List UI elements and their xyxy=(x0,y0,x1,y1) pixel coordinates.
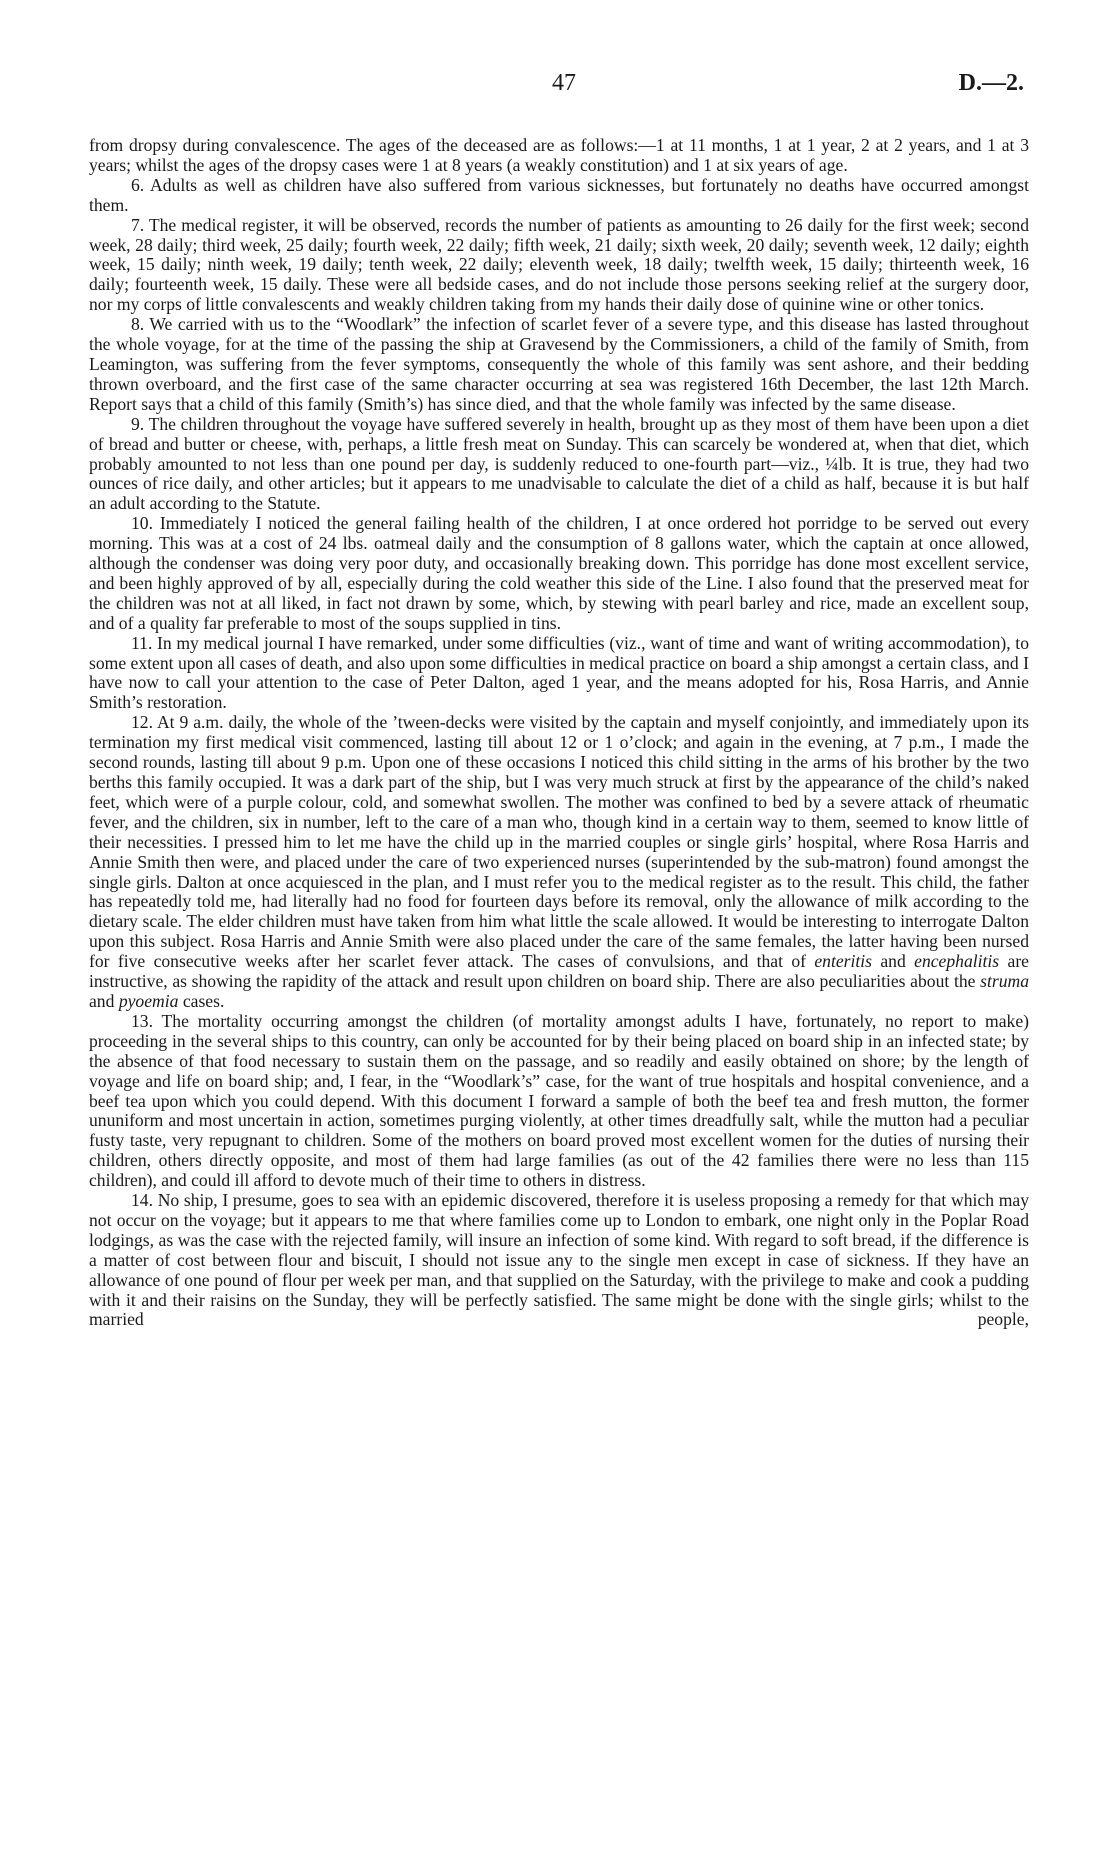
paragraph-12-text-e: cases. xyxy=(182,990,225,1011)
paragraph-14: 14. No ship, I presume, goes to sea with an epidemic discovered, therefore it is useless proposing a remedy for that which may not occur on the voyage; but it appears to me that where families come up to London to embark, one night only in the Poplar Road lodgings, as was the case with the rejected family, will insure an infection of some kind. With regard to soft bread, if the difference is a matter of cost between flour and biscuit, I should not issue any to the single men except in case of sickness. If they have an allowance of one pound of flour per week per man, and that supplied on the Saturday, with the privilege to make and cook a pudding with it and their raisins on the Sunday, they will be perfectly satisfied. The same might be done with the single girls; whilst to the married people, xyxy=(89,1190,1029,1330)
paragraph-10: 10. Immediately I noticed the general failing health of the children, I at once ordered hot porridge to be served out every morning. This was at a cost of 24 lbs. oatmeal daily and the consumption of 8 gallons water, which the captain at once allowed, although the condenser was doing very poor duty, and occasionally breaking down. This porridge has done most excellent service, and been highly approved of by all, especially during the cold weather this side of the Line. I also found that the preserved meat for the children was not at all liked, in fact not drawn by some, which, by stewing with pearl barley and rice, made an excellent soup, and of a quality far preferable to most of the soups supplied in tins. xyxy=(89,513,1029,633)
paragraph-13: 13. The mortality occurring amongst the children (of mortality amongst adults I have, fortunately, no report to make) proceeding in the several ships to this country, can only be accounted for by their being placed on board ship in an infected state; by the absence of that food necessary to sustain them on the passage, and so readily and easily obtained on shore; by the length of voyage and life on board ship; and, I fear, in the “Woodlark’s” case, for the want of true hospitals and hospital convenience, and a beef tea upon which you could depend. With this document I forward a sample of both the beef tea and fresh mutton, the former ununiform and most uncertain in action, sometimes purging violently, at other times dreadfully salt, while the mutton had a peculiar fusty taste, very repugnant to children. Some of the mothers on board proved most excellent women for the duties of nursing their children, others directly opposite, and most of them had large families (as out of the 42 families there were no less than 115 children), and could ill afford to devote much of their time to others in distress. xyxy=(89,1010,1029,1191)
paragraph-continuation: from dropsy during convalescence. The ages of the deceased are as follows:—1 at 11 months, 1 at 1 year, 2 at 2 years, and 1 at 3 years; whilst the ages of the dropsy cases were 1 at 8 years (a weakly constitution) and 1 at six years of age. xyxy=(89,135,1029,175)
paragraph-12-text-d: and xyxy=(89,990,115,1011)
paragraph-6: 6. Adults as well as children have also suffered from various sicknesses, but fortunately no deaths have occurred amongst them. xyxy=(89,174,1029,215)
term-enteritis: enteritis xyxy=(814,951,873,972)
document-reference: D.—2. xyxy=(958,70,1024,96)
paragraph-8: 8. We carried with us to the “Woodlark” the infection of scarlet fever of a severe type, and this disease has lasted throughout the whole voyage, for at the time of the passing the ship at Gravesend by the Commissioners, a child of the family of Smith, from Leamington, was suffering from the fever symptoms, consequently the whole of this family was sent ashore, and their bedding thrown overboard, and the first case of the same character occurring at sea was registered 16th December, the last 12th March. Report says that a child of this family (Smith’s) has since died, and that the whole family was infected by the same disease. xyxy=(89,314,1029,414)
paragraph-11: 11. In my medical journal I have remarked, under some difficulties (viz., want of time and want of writing accommodation), to some extent upon all cases of death, and also upon some difficulties in medical practice on board a ship amongst a certain class, and I have now to call your attention to the case of Peter Dalton, aged 1 year, and the means adopted for his, Rosa Harris, and Annie Smith’s restoration. xyxy=(89,632,1029,713)
body-text xyxy=(89,136,1029,1330)
page-number: 47 xyxy=(552,70,576,96)
term-struma: struma xyxy=(980,971,1029,992)
paragraph-12-text-c: are instructive, as showing the rapidity of the attack and result upon children on board ship. There are also peculiarities about the xyxy=(89,951,1029,992)
paragraph-12 xyxy=(89,713,1029,1012)
paragraph-12-text-b: and xyxy=(880,951,906,972)
paragraph-9: 9. The children throughout the voyage have suffered severely in health, brought up as they most of them have been upon a diet of bread and butter or cheese, with, perhaps, a little fresh meat on Sunday. This can scarcely be wondered at, when that diet, which probably amounted to not less than one pound per day, is suddenly reduced to one-fourth part—viz., ¼lb. It is true, they had two ounces of rice daily, and other articles; but it appears to me unadvisable to calculate the diet of a child as half, because it is but half an adult according to the Statute. xyxy=(89,413,1029,514)
paragraph-7: 7. The medical register, it will be observed, records the number of patients as amounting to 26 daily for the first week; second week, 28 daily; third week, 25 daily; fourth week, 22 daily; fifth week, 21 daily; sixth week, 20 daily; seventh week, 12 daily; eighth week, 15 daily; ninth week, 19 daily; tenth week, 22 daily; eleventh week, 18 daily; twelfth week, 15 daily; thirteenth week, 16 daily; fourteenth week, 15 daily. These were all bedside cases, and do not include those persons seeking relief at the surgery door, nor my corps of little convalescents and weakly children taking from my hands their daily dose of quinine wine or other tonics. xyxy=(89,214,1029,315)
paragraph-12-text-a: 12. At 9 a.m. daily, the whole of the ’tween-decks were visited by the captain and myself conjointly, and immediately upon its termination my first medical visit commenced, lasting till about 12 or 1 o’clock; and again in the evening, at 7 p.m., I made the second rounds, lasting till about 9 p.m. Upon one of these occasions I noticed this child sitting in the arms of his brother by the two berths this family occupied. It was a dark part of the ship, but I was very much struck at first by the appearance of the child’s naked feet, which were of a purple colour, cold, and somewhat swollen. The mother was confined to bed by a severe attack of rheumatic fever, and the children, six in number, left to the care of a man who, though kind in a certain way to them, seemed to know little of their necessities. I pressed him to let me have the child up in the married couples or single girls’ hospital, where Rosa Harris and Annie Smith then were, and placed under the care of two experienced nurses (superintended by the sub-matron) found amongst the single girls. Dalton at once acquiesced in the plan, and I must refer you to the medical register as to the result. This child, the father has repeatedly told me, had literally had no food for fourteen days before its removal, only the allowance of milk according to the dietary scale. The elder children must have taken from him what little the scale allowed. It would be interesting to interrogate Dalton upon this subject. Rosa Harris and Annie Smith were also placed under the care of the same females, the latter having been nursed for five consecutive weeks after her scarlet fever attack. The cases of convulsions, and that of xyxy=(89,712,1029,972)
term-pyoemia: pyoemia xyxy=(118,990,179,1011)
term-encephalitis: encephalitis xyxy=(914,951,1000,972)
